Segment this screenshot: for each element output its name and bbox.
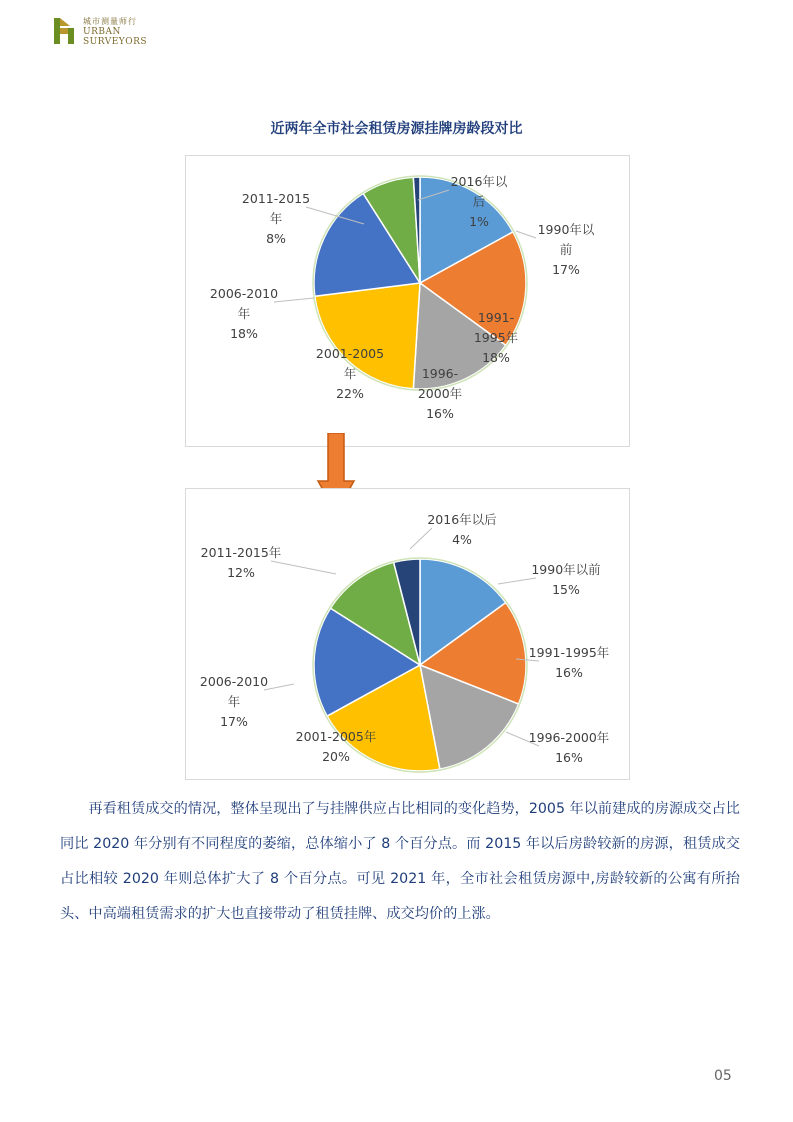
page-number: 05 <box>714 1068 732 1084</box>
logo-mark-icon <box>54 16 80 46</box>
paragraph-text: 再看租赁成交的情况，整体呈现出了与挂牌供应占比相同的变化趋势，2005 年以前建成的房源成交占比同比 2020 年分别有不同程度的萎缩，总体缩小了 8 个百分点。而 2015 年以后房龄较新的房源，租赁成交占比相较 2020 年则总体扩大了 8 个百分点。可见 2021 年，全市社会租赁房源中,房龄较新的公寓有所抬头、中高端租赁需求的扩大也直接带动了租赁挂牌、成交均价的上涨。 <box>60 801 740 922</box>
chart-title: 近两年全市社会租赁房源挂牌房龄段对比 <box>270 121 523 137</box>
slice-label: 2016年以后 4% <box>427 512 497 547</box>
pie-chart-1-svg <box>186 156 629 446</box>
logo-text <box>83 16 147 47</box>
slice-label: 2011-2015年 12% <box>200 545 282 580</box>
slice-label: 2006-2010 年 18% <box>209 286 279 341</box>
leader-line <box>264 684 294 690</box>
logo-en-line1: URBAN <box>83 27 121 37</box>
leader-line <box>271 561 336 574</box>
slice-label: 2016年以后 1% <box>450 174 508 229</box>
pie-chart-after <box>185 488 630 780</box>
logo-cn: 城市测量师行 <box>83 17 137 26</box>
slice-label: 1991-1995年 18% <box>473 310 519 365</box>
slice-label: 1990年以前 15% <box>531 562 601 597</box>
slice-label: 1991-1995年 16% <box>528 645 610 680</box>
leader-line <box>498 578 536 584</box>
slice-label: 2001-2005年 20% <box>295 729 377 764</box>
pie-slice-4 <box>315 283 420 389</box>
pie-chart-before <box>185 155 630 447</box>
pie-chart-2-svg <box>186 489 629 779</box>
slice-label: 1996-2000年 16% <box>417 366 463 421</box>
leader-line <box>274 298 314 302</box>
logo-en-line2: SURVEYORS <box>83 37 148 47</box>
slice-label: 2006-2010 年 17% <box>199 674 269 729</box>
slice-label: 1990年以前 17% <box>537 222 595 277</box>
leader-line <box>410 528 432 549</box>
slice-label: 2001-2005 年 22% <box>315 346 385 401</box>
slice-label: 1996-2000年 16% <box>528 730 610 765</box>
slice-label: 2011-2015 年 8% <box>241 191 311 246</box>
leader-line <box>516 231 536 238</box>
urban-surveyors-logo <box>54 16 164 56</box>
body-paragraph <box>60 792 740 932</box>
